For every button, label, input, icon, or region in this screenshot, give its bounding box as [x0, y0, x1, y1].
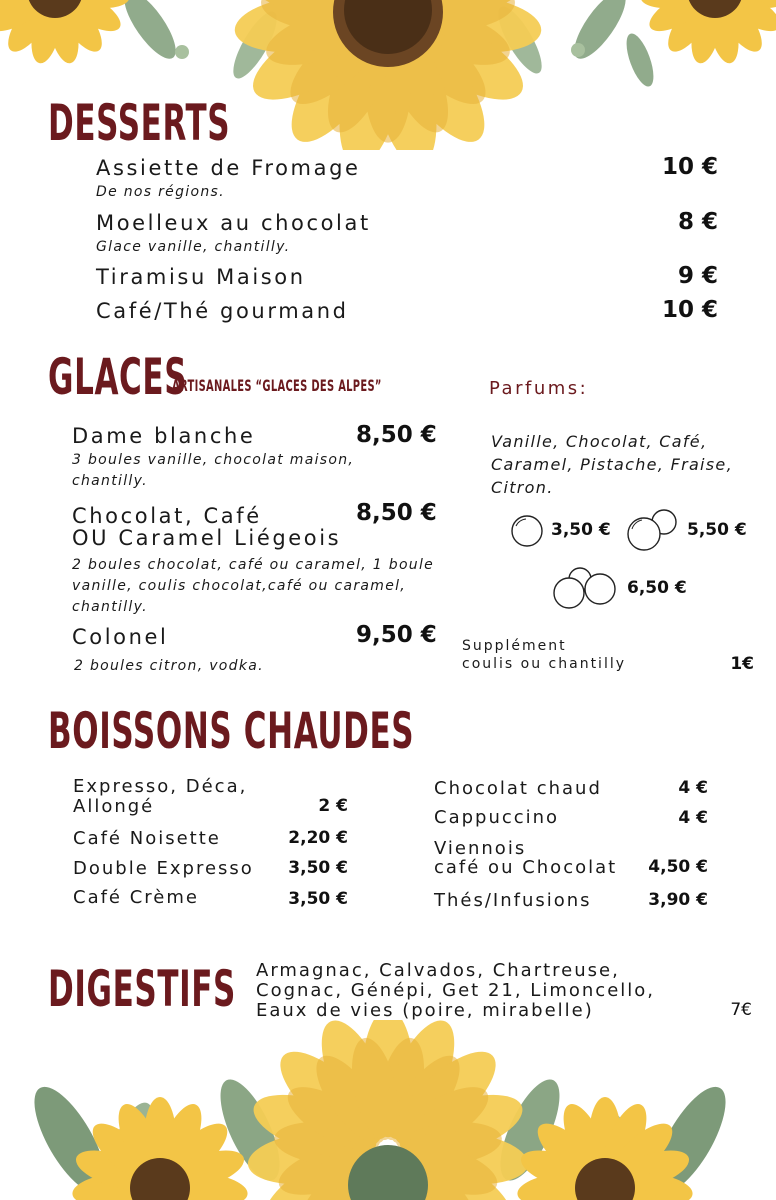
boisson-item-price: 2 €	[318, 796, 348, 816]
parfums-label: Parfums:	[489, 378, 589, 399]
triple-scoop-icon	[551, 565, 621, 611]
scoop-price: 3,50 €	[551, 520, 611, 540]
digestifs-title: DIGESTIFS	[48, 960, 236, 1018]
glaces-title: GLACES	[48, 348, 188, 406]
glace-item-name-line2: OU Caramel Liégeois	[72, 526, 342, 550]
boisson-item-name: Double Expresso	[73, 858, 254, 879]
glace-item-price: 8,50 €	[356, 500, 437, 526]
boisson-item-price: 3,50 €	[288, 858, 348, 878]
boisson-item-price: 2,20 €	[288, 828, 348, 848]
boisson-item-name: Café Noisette	[73, 828, 221, 849]
glace-item-price: 8,50 €	[356, 422, 437, 448]
boisson-item-price: 4,50 €	[648, 857, 708, 877]
glaces-subtitle: ARTISANALES “GLACES DES ALPES”	[172, 376, 382, 395]
supplement-line1: Supplément	[462, 638, 567, 654]
digestifs-price: 7€	[730, 1000, 752, 1020]
boisson-item-price: 3,50 €	[288, 889, 348, 909]
glace-item-desc: 2 boules citron, vodka.	[74, 658, 264, 674]
desserts-title: DESSERTS	[48, 94, 231, 152]
dessert-item-name: Tiramisu Maison	[96, 265, 306, 289]
dessert-item-name: Café/Thé gourmand	[96, 299, 349, 323]
boisson-item-name-line2: café ou Chocolat	[434, 857, 618, 878]
scoop-price: 5,50 €	[687, 520, 747, 540]
double-scoop-icon	[624, 507, 680, 553]
boisson-item-name-line1: Viennois	[434, 838, 527, 859]
digestifs-line3: Eaux de vies (poire, mirabelle)	[256, 1000, 594, 1021]
boisson-item-name-line1: Expresso, Déca,	[73, 776, 248, 797]
dessert-item-price: 8 €	[677, 209, 718, 235]
dessert-item-desc: De nos régions.	[96, 184, 225, 200]
glace-item-name: Colonel	[72, 625, 169, 649]
boisson-item-price: 3,90 €	[648, 890, 708, 910]
boisson-item-name: Cappuccino	[434, 807, 560, 828]
glace-item-desc: 2 boules chocolat, café ou caramel, 1 boule vanille, coulis chocolat,café ou caramel, chantilly.	[72, 557, 435, 615]
glace-item-desc: 3 boules vanille, chocolat maison, chantilly.	[72, 452, 355, 489]
dessert-item-name: Assiette de Fromage	[96, 156, 361, 180]
single-scoop-icon	[509, 514, 545, 548]
boisson-item-price: 4 €	[678, 778, 708, 798]
boisson-item-name: Chocolat chaud	[434, 778, 602, 799]
glace-item-name: Dame blanche	[72, 424, 256, 448]
supplement-price: 1€	[730, 654, 754, 674]
boisson-item-price: 4 €	[678, 808, 708, 828]
dessert-item-price: 10 €	[661, 297, 718, 323]
supplement-line2: coulis ou chantilly	[462, 656, 627, 672]
digestifs-line1: Armagnac, Calvados, Chartreuse,	[256, 960, 620, 981]
boisson-item-name-line2: Allongé	[73, 796, 155, 817]
parfums-list: Vanille, Chocolat, Café, Caramel, Pistache, Fraise, Citron.	[491, 432, 733, 497]
dessert-item-name: Moelleux au chocolat	[96, 211, 371, 235]
sunflower-bottom-decoration	[0, 1020, 776, 1200]
scoop-price: 6,50 €	[627, 578, 687, 598]
dessert-item-price: 9 €	[677, 263, 718, 289]
dessert-item-price: 10 €	[661, 154, 718, 180]
boissons-title: BOISSONS CHAUDES	[48, 702, 415, 760]
dessert-item-desc: Glace vanille, chantilly.	[96, 239, 291, 255]
boisson-item-name: Thés/Infusions	[434, 890, 592, 911]
glace-item-name-line1: Chocolat, Café	[72, 504, 262, 528]
glace-item-price: 9,50 €	[356, 622, 437, 648]
boisson-item-name: Café Crème	[73, 887, 199, 908]
digestifs-line2: Cognac, Génépi, Get 21, Limoncello,	[256, 980, 656, 1001]
